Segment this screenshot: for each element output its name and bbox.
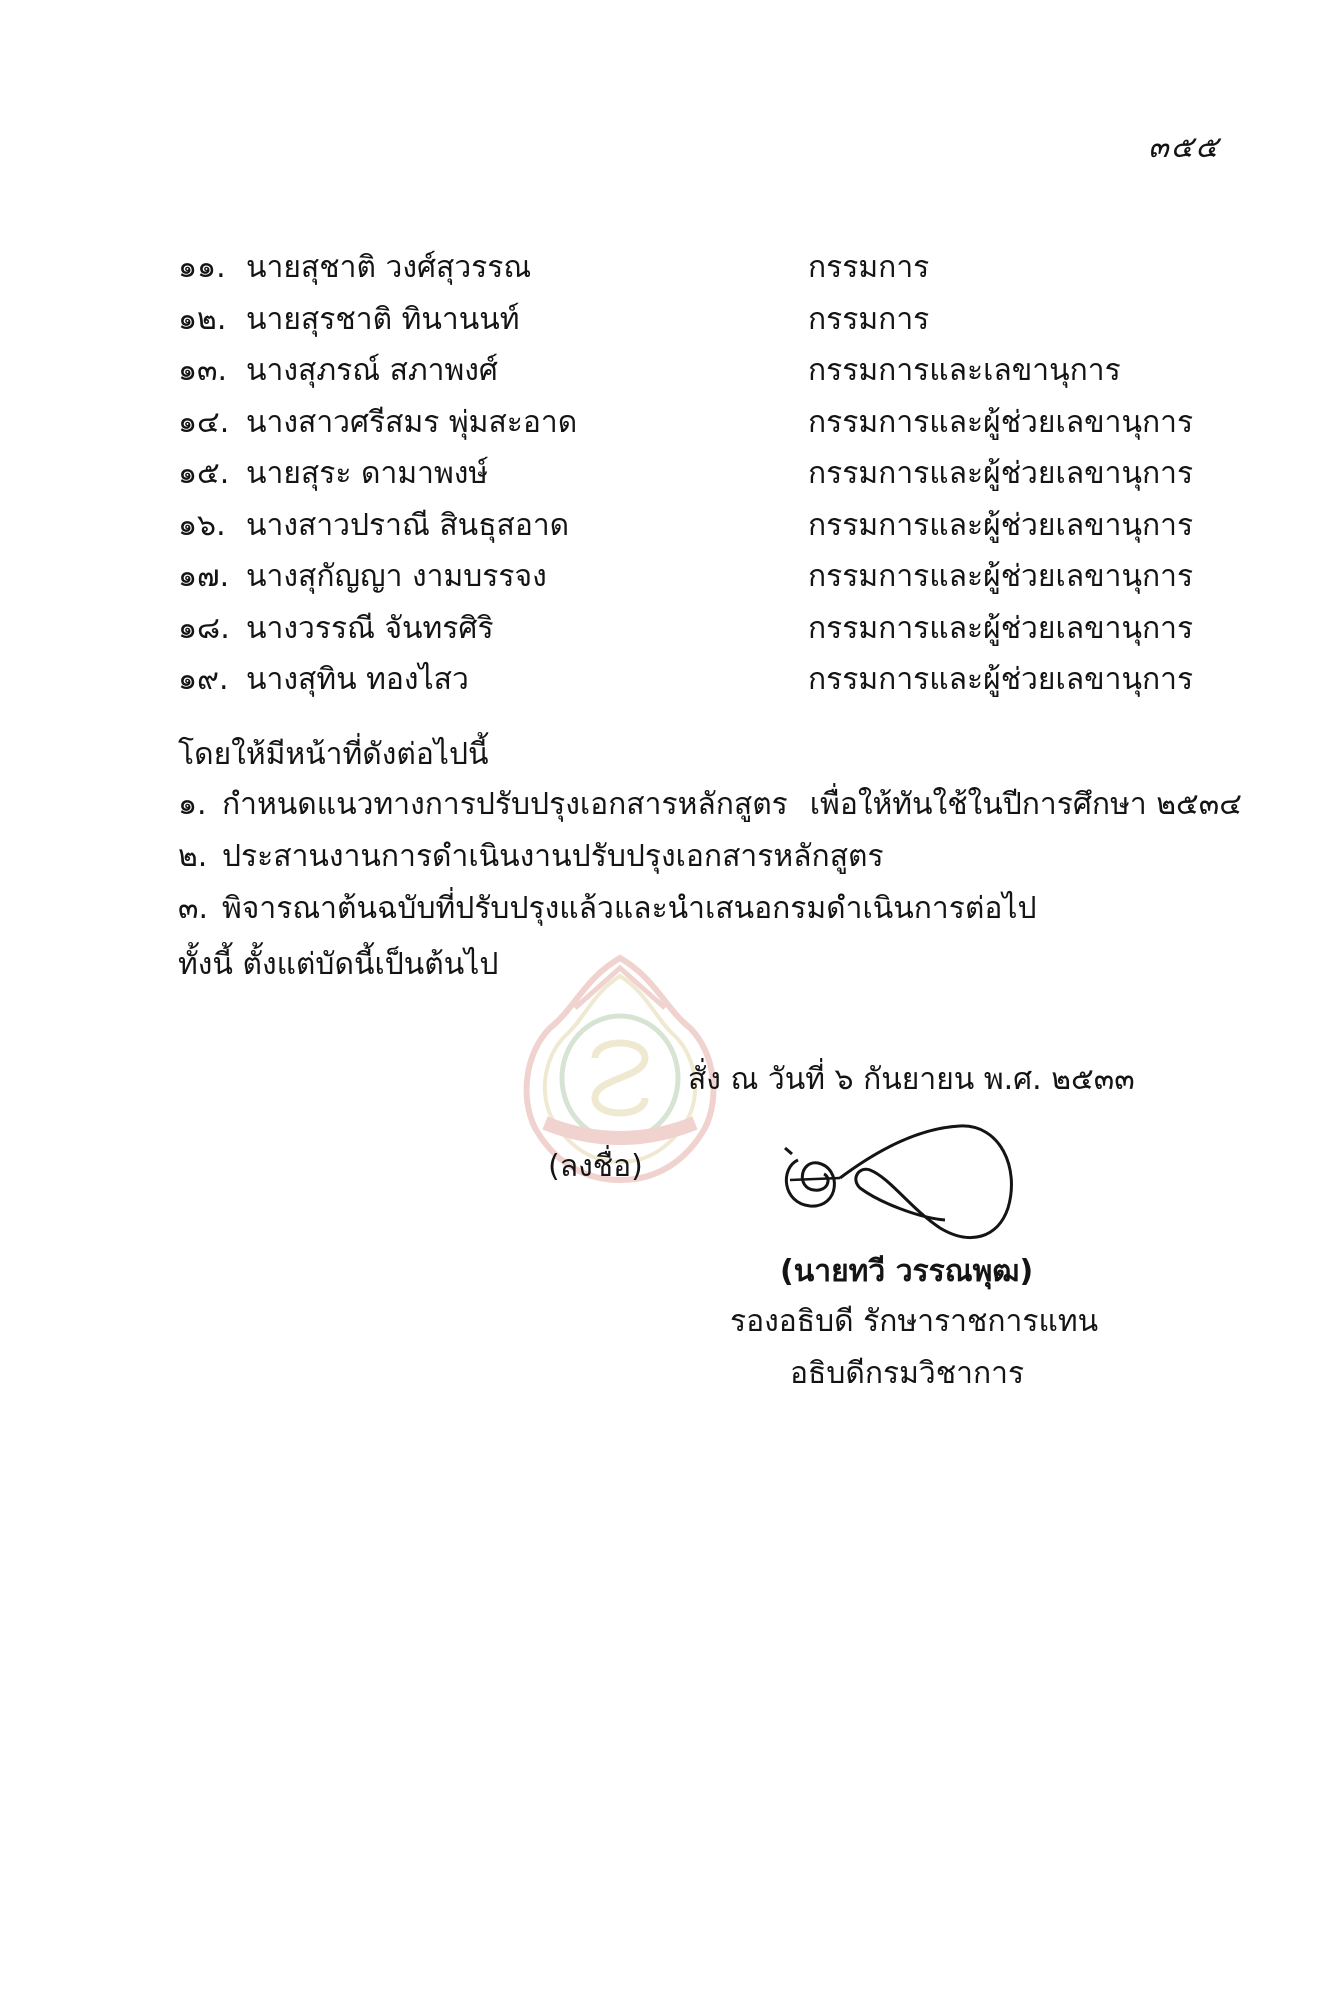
member-role: กรรมการและผู้ช่วยเลขานุการ (808, 559, 1194, 594)
duty-text: ประสานงานการดำเนินงานปรับปรุงเอกสารหลักสูตร (222, 839, 884, 874)
member-number: ๑๓. (178, 353, 228, 388)
duty-number: ๒. (178, 839, 208, 874)
member-role: กรรมการและผู้ช่วยเลขานุการ (808, 507, 1194, 543)
member-number: ๑๕. (178, 456, 230, 491)
member-row (178, 351, 1198, 403)
member-name: นางสุทิน ทองไสว (246, 662, 469, 697)
member-number: ๑๑. (178, 250, 226, 285)
member-role: กรรมการ (808, 301, 930, 337)
member-role: กรรมการและผู้ช่วยเลขานุการ (808, 404, 1194, 440)
member-number: ๑๔. (178, 404, 230, 440)
member-row (178, 557, 1198, 609)
member-number: ๑๒. (178, 301, 227, 337)
signer-organization: อธิบดีกรมวิชาการ (790, 1356, 1025, 1391)
member-name: นายสุชาติ วงศ์สุวรรณ (246, 250, 532, 285)
member-name: นางสาวศรีสมร พุ่มสะอาด (246, 404, 578, 440)
committee-member-list (178, 248, 1198, 712)
member-row (178, 660, 1198, 712)
member-name: นางสุภรณ์ สภาพงศ์ (246, 353, 498, 388)
member-role: กรรมการและเลขานุการ (808, 353, 1121, 388)
member-number: ๑๖. (178, 507, 226, 543)
member-name: นางวรรณี จันทรศิริ (246, 610, 494, 646)
closing-statement: ทั้งนี้ ตั้งแต่บัดนี้เป็นต้นไป (178, 947, 499, 982)
duty-extra-text: เพื่อให้ทันใช้ในปีการศึกษา ๒๕๓๔ (809, 787, 1242, 822)
order-date: สั่ง ณ วันที่ ๖ กันยายน พ.ศ. ๒๕๓๓ (688, 1062, 1135, 1097)
member-name: นางสาวปราณี สินธุสอาด (246, 507, 570, 543)
duty-item (178, 889, 1228, 941)
member-number: ๑๗. (178, 559, 230, 594)
duties-section (178, 735, 1242, 995)
duty-item (178, 785, 1242, 837)
member-row (178, 609, 1198, 661)
duty-text: พิจารณาต้นฉบับที่ปรับปรุงแล้วและนำเสนอกรมดำเนินการต่อไป (222, 891, 1037, 926)
member-name: นายสุรชาติ ทินานนท์ (246, 301, 520, 337)
member-role: กรรมการ (808, 250, 930, 285)
member-row (178, 248, 1198, 300)
member-row (178, 454, 1198, 506)
duty-number: ๓. (178, 891, 209, 926)
member-name: นายสุระ ดามาพงษ์ (246, 456, 489, 491)
member-role: กรรมการและผู้ช่วยเลขานุการ (808, 662, 1194, 697)
member-number: ๑๘. (178, 610, 230, 646)
sign-label: (ลงชื่อ) (548, 1149, 643, 1184)
duty-number: ๑. (178, 787, 207, 822)
signer-title: รองอธิบดี รักษาราชการแทน (730, 1304, 1099, 1339)
member-row (178, 300, 1198, 352)
signer-name: (นายทวี วรรณพุฒ) (780, 1254, 1034, 1289)
member-role: กรรมการและผู้ช่วยเลขานุการ (808, 610, 1194, 646)
duty-text: กำหนดแนวทางการปรับปรุงเอกสารหลักสูตร (222, 787, 788, 822)
duties-heading: โดยให้มีหน้าที่ดังต่อไปนี้ (178, 737, 489, 772)
member-name: นางสุกัญญา งามบรรจง (246, 559, 547, 594)
page-number: ๓๕๕ (1148, 130, 1220, 165)
duty-item (178, 837, 1228, 889)
handwritten-signature-icon (770, 1108, 1030, 1248)
member-role: กรรมการและผู้ช่วยเลขานุการ (808, 456, 1194, 491)
member-number: ๑๙. (178, 662, 229, 697)
member-row (178, 403, 1198, 455)
member-row (178, 506, 1198, 558)
